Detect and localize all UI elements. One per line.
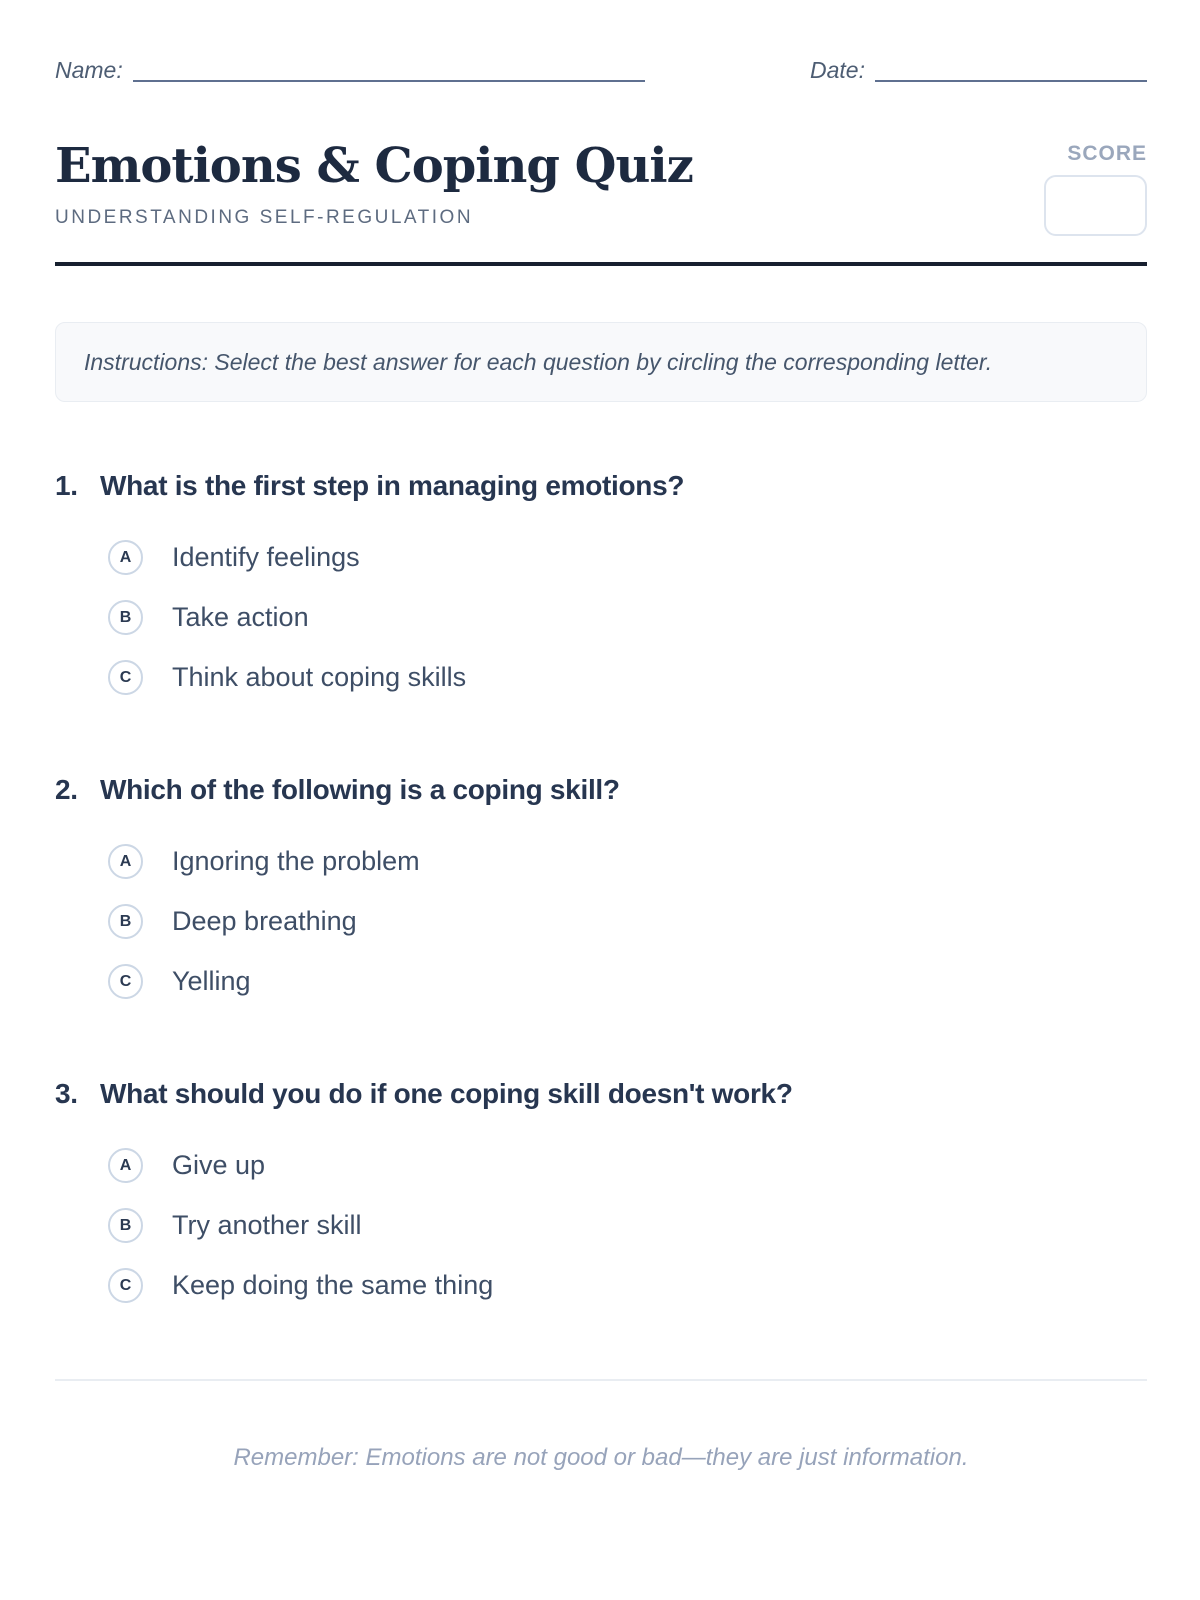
option-b-circle[interactable] <box>108 904 143 939</box>
question-2-heading <box>55 772 1147 808</box>
option-c-text: Keep doing the same thing <box>172 1270 494 1300</box>
option-b-circle[interactable] <box>108 1208 143 1243</box>
footer-divider <box>55 1379 1147 1381</box>
option-a-circle[interactable] <box>108 540 143 575</box>
option-a-text: Give up <box>172 1150 266 1180</box>
option-a-letter: A <box>119 548 132 566</box>
question-3-heading <box>55 1076 1147 1112</box>
header-divider <box>55 262 1147 266</box>
footer-note: Remember: Emotions are not good or bad—they are just information. <box>233 1443 969 1471</box>
option-b-letter: B <box>119 912 132 930</box>
question-2-option-c[interactable] <box>108 964 1147 999</box>
option-b-text: Take action <box>172 602 309 632</box>
question-3-option-c[interactable] <box>108 1268 1147 1303</box>
question-2-option-b[interactable] <box>108 904 1147 939</box>
option-a-circle[interactable] <box>108 844 143 879</box>
score-box[interactable] <box>1044 175 1147 236</box>
question-1-options <box>55 540 1147 695</box>
question-2-options <box>55 844 1147 999</box>
question-1-option-c[interactable] <box>108 660 1147 695</box>
option-a-letter: A <box>119 852 132 870</box>
option-a-circle[interactable] <box>108 1148 143 1183</box>
question-1-number: 1. <box>55 470 78 501</box>
page-subtitle: UNDERSTANDING SELF-REGULATION <box>55 207 474 228</box>
option-a-letter: A <box>119 1156 132 1174</box>
question-1-text: What is the first step in managing emotions? <box>100 470 685 501</box>
option-a-text: Identify feelings <box>172 542 360 572</box>
worksheet-header <box>55 140 1147 236</box>
option-c-circle[interactable] <box>108 1268 143 1303</box>
date-blank-line[interactable] <box>875 60 1147 82</box>
question-3-text: What should you do if one coping skill doesn't work? <box>100 1078 793 1109</box>
question-2-option-a[interactable] <box>108 844 1147 879</box>
name-blank-line[interactable] <box>133 60 645 82</box>
page-title: Emotions & Coping Quiz <box>55 138 693 194</box>
option-c-letter: C <box>119 1276 132 1294</box>
instructions-box <box>55 322 1147 402</box>
option-b-letter: B <box>119 1216 132 1234</box>
question-2 <box>55 772 1147 999</box>
score-block <box>1044 140 1147 236</box>
question-2-number: 2. <box>55 774 78 805</box>
option-c-letter: C <box>119 972 132 990</box>
option-c-text: Yelling <box>172 966 251 996</box>
option-a-text: Ignoring the problem <box>172 846 420 876</box>
option-b-circle[interactable] <box>108 600 143 635</box>
question-1-option-b[interactable] <box>108 600 1147 635</box>
question-1-option-a[interactable] <box>108 540 1147 575</box>
name-label: Name: <box>55 57 123 83</box>
question-1-heading <box>55 468 1147 504</box>
option-c-circle[interactable] <box>108 660 143 695</box>
option-b-letter: B <box>119 608 132 626</box>
question-3-option-b[interactable] <box>108 1208 1147 1243</box>
score-label: SCORE <box>1067 142 1147 165</box>
option-c-letter: C <box>119 668 132 686</box>
option-b-text: Deep breathing <box>172 906 357 936</box>
instructions-text: Instructions: Select the best answer for each question by circling the corresponding letter. <box>84 348 993 375</box>
option-c-circle[interactable] <box>108 964 143 999</box>
question-3-number: 3. <box>55 1078 78 1109</box>
option-b-text: Try another skill <box>172 1210 362 1240</box>
name-date-row <box>55 58 1147 82</box>
question-3 <box>55 1076 1147 1303</box>
title-block <box>55 140 693 230</box>
question-3-options <box>55 1148 1147 1303</box>
option-c-text: Think about coping skills <box>172 662 467 692</box>
date-label: Date: <box>810 57 865 83</box>
question-3-option-a[interactable] <box>108 1148 1147 1183</box>
name-field[interactable] <box>55 58 645 82</box>
question-2-text: Which of the following is a coping skill? <box>100 774 620 805</box>
date-field[interactable] <box>810 58 1147 82</box>
question-1 <box>55 468 1147 695</box>
